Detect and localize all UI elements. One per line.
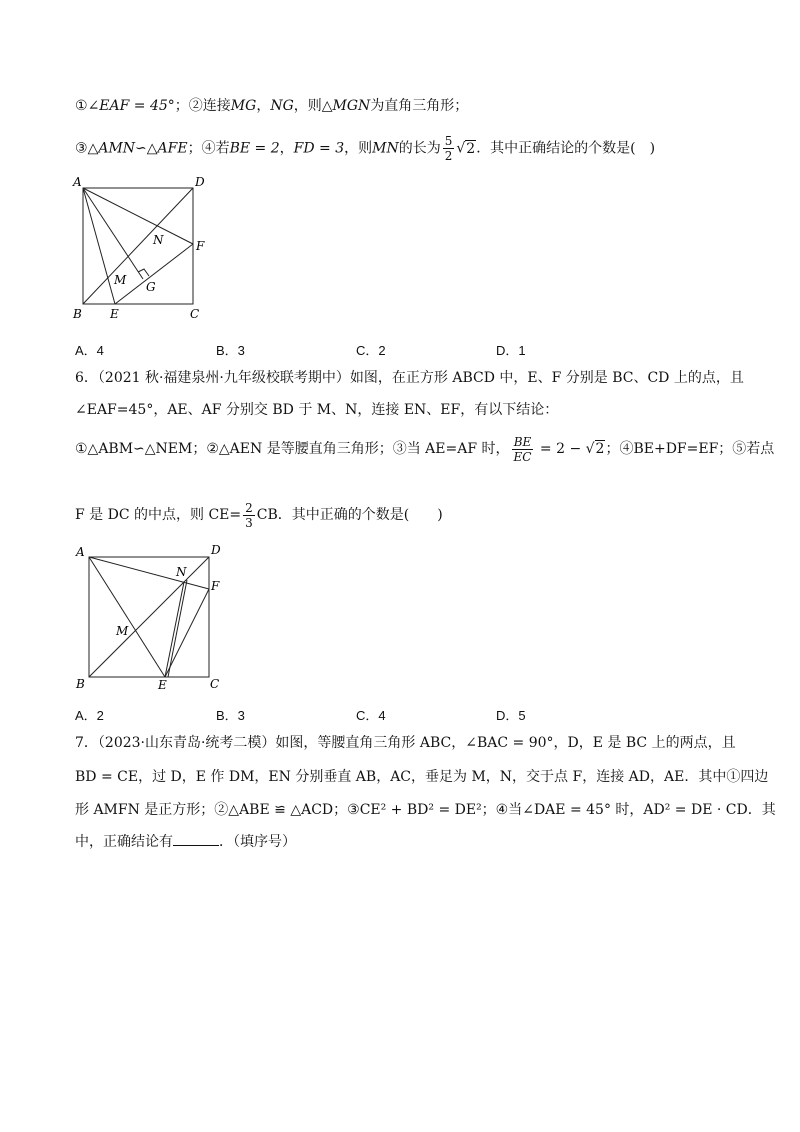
q5-square-figure bbox=[70, 176, 220, 322]
q5-option-b[interactable]: B．3 bbox=[216, 343, 245, 358]
fraction: $\frac{2}{3}$ bbox=[245, 500, 253, 530]
q5-statement-line-2: ③△AMN∽△AFE；④若BE = 2，FD = 3，则MN的长为 $\frac{5}{2}$ √2．其中正确结论的个数是( ) bbox=[75, 134, 656, 163]
label-C: C bbox=[190, 307, 200, 321]
label-A: A bbox=[76, 545, 85, 559]
label-B: B bbox=[76, 677, 85, 690]
label-C: C bbox=[210, 677, 220, 690]
label-M: M bbox=[114, 273, 127, 287]
label-B: B bbox=[73, 307, 82, 321]
q6-statement-line-2: ∠EAF=45°，AE、AF 分别交 BD 于 M、N，连接 EN、EF，有以下结论： bbox=[75, 402, 559, 418]
q6-square-figure bbox=[70, 540, 230, 690]
label-F: F bbox=[211, 579, 220, 593]
q6-statement-line-4: F 是 DC 的中点，则 CE= $\frac{2}{3}$ CB．其中正确的个数是( ) bbox=[75, 500, 443, 530]
label-N: N bbox=[153, 233, 164, 247]
q5-option-d[interactable]: D．1 bbox=[496, 343, 526, 358]
label-N: N bbox=[176, 565, 187, 579]
q6-option-a[interactable]: A．2 bbox=[75, 708, 104, 723]
q7-statement-line-2: BD = CE，过 D，E 作 DM，EN 分别垂直 AB，AC，垂足为 M，N，交于点 F，连接 AD，AE．其中①四边 bbox=[75, 769, 769, 785]
q5-option-a[interactable]: A．4 bbox=[75, 343, 104, 358]
q6-option-b[interactable]: B．3 bbox=[216, 708, 245, 723]
q6-statement-line-1: 6．（2021 秋·福建泉州·九年级校联考期中）如图，在正方形 ABCD 中，E、F 分别是 BC、CD 上的点，且 bbox=[75, 370, 744, 386]
fraction: $\frac{5}{2}$ bbox=[444, 134, 453, 163]
label-M: M bbox=[116, 624, 129, 638]
q7-statement-line-4: 中，正确结论有 ．（填序号） bbox=[75, 834, 296, 850]
q6-option-d[interactable]: D．5 bbox=[496, 708, 526, 723]
fraction: $\frac{BE}{EC}$ bbox=[513, 434, 532, 464]
q7-statement-line-3: 形 AMFN 是正方形；②△ABE ≌ △ACD；③CE² + BD² = DE²；④当∠DAE = 45° 时，AD² = DE · CD．其 bbox=[75, 802, 776, 818]
q5-statement-line-1: ①∠EAF = 45°；②连接MG，NG，则△MGN为直角三角形； bbox=[75, 98, 469, 114]
q6-statement-line-3: ①△ABM∽△NEM；②△AEN 是等腰直角三角形；③当 AE=AF 时， $\frac{BE}{EC}$ = 2 − √2；④BE+DF=EF；⑤若点 bbox=[75, 434, 775, 464]
label-A: A bbox=[73, 176, 82, 189]
q7-statement-line-1: 7．（2023·山东青岛·统考二模）如图，等腰直角三角形 ABC，∠BAC = 90°，D，E 是 BC 上的两点，且 bbox=[75, 735, 736, 751]
label-G: G bbox=[146, 280, 156, 294]
q5-option-c[interactable]: C．2 bbox=[356, 343, 386, 358]
label-E: E bbox=[110, 307, 119, 321]
answer-blank[interactable] bbox=[173, 833, 219, 846]
label-D: D bbox=[195, 176, 205, 189]
label-E: E bbox=[158, 678, 167, 690]
label-F: F bbox=[196, 239, 205, 253]
label-D: D bbox=[211, 543, 221, 557]
q6-option-c[interactable]: C．4 bbox=[356, 708, 386, 723]
